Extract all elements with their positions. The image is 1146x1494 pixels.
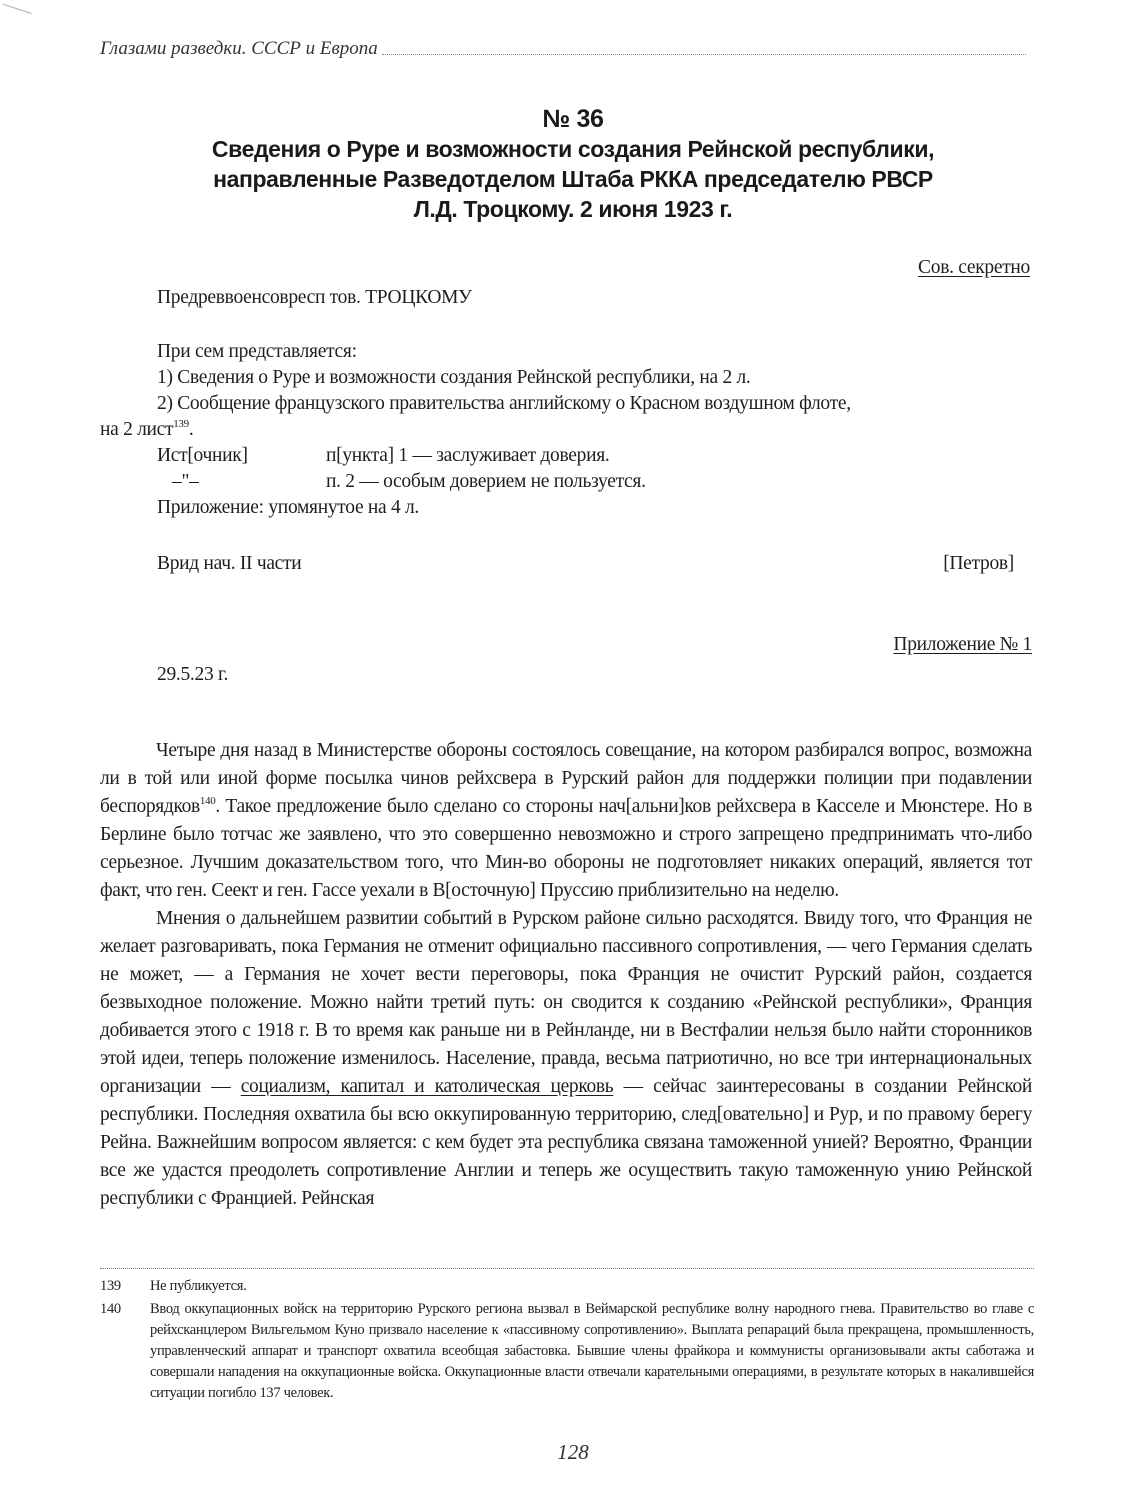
body-paragraph-1-text-cont: . Такое предложение было сделано со стороны нач[альни]ков рейхсвера в Касселе и Мюнстере. Но в Берлине было тотчас же заявлено, что это совершенно невозможно и строго запрещено предпринимать что-либо серьезное. Лучшим доказательством того, что Мин-во обороны не подготовляет никаких операций, является тот факт, что ген. Сеект и ген. Гассе уехали в В[осточную] Пруссию приблизительно на неделю. — [100, 796, 1032, 901]
enclosure-item-2-text: на 2 лист — [100, 419, 174, 440]
attachment-note: Приложение: упомянутое на 4 л. — [157, 497, 419, 518]
addressee: Предреввоенсовресп тов. ТРОЦКОМУ — [157, 287, 472, 308]
signatory-position: Врид нач. II части — [157, 553, 302, 574]
classification-stamp: Сов. секретно — [918, 257, 1030, 278]
page-number: 128 — [557, 1440, 589, 1464]
source-rating-2: п. 2 — особым доверием не пользуется. — [326, 471, 646, 492]
body-paragraph-1 — [100, 737, 1032, 905]
appendix-date: 29.5.23 г. — [157, 664, 229, 685]
source-rating-1: п[ункта] 1 — заслуживает доверия. — [326, 445, 610, 466]
body-paragraph-2-text-cont: — сейчас заинтересованы в создании Рейнской республики. Последняя охватила бы всю оккупированную территорию, след[овательно] и Рур, и по правому берегу Рейна. Важнейшим вопросом является: с кем будет эта республика связана таможенной унией? Вероятно, Франции все же удастся преодолеть сопротивление Англии и теперь же осуществить такую таможенную унию Рейнской республики с Францией. Рейнская — [100, 1076, 1032, 1209]
footnote-139 — [100, 1276, 1034, 1297]
document-number: № 36 — [542, 105, 604, 133]
footnotes — [100, 1276, 1034, 1406]
body-paragraph-1-text: Четыре дня назад в Министерстве обороны состоялось совещание, на котором разбирался вопрос, возможна ли в той или иной форме посылка чинов рейхсвера в Рурский район для поддержки полиции при подавлении беспорядков — [100, 740, 1032, 817]
appendix-label: Приложение № 1 — [893, 634, 1032, 655]
footnote-140 — [100, 1299, 1034, 1404]
document-title-block — [110, 104, 1036, 224]
body-paragraph-2-text: Мнения о дальнейшем развитии событий в Рурском районе сильно расходятся. Ввиду того, что Франция не желает разговаривать, пока Германия не отменит официально пассивного сопротивления, — чего Германия сделать не может, — а Германия не хочет вести переговоры, пока Франция не очистит Рурский район, создается безвыходное положение. Можно найти третий путь: он сводится к созданию «Рейнской республики», Франция добивается этого с 1918 г. В то время как раньше ни в Рейнланде, ни в Вестфалии нельзя было найти сторонников этой идеи, теперь положение изменилось. Население, правда, весьма патриотично, но все три интернациональных организации — — [100, 908, 1032, 1097]
document-title-line-1: Сведения о Руре и возможности создания Рейнской республики, — [211, 136, 935, 162]
body-text — [100, 737, 1032, 1213]
document-title-line-2: направленные Разведотделом Штаба РККА председателю РВСР — [213, 166, 933, 192]
enclosure-intro: При сем представляется: — [157, 341, 357, 362]
footnote-ref-139[interactable]: 139 — [173, 418, 189, 430]
footnote-number: 140 — [100, 1301, 121, 1317]
footnote-text: Не публикуется. — [150, 1278, 247, 1294]
enclosure-item-2-continued — [100, 417, 193, 442]
footnote-separator — [100, 1268, 1034, 1269]
running-head-rule — [382, 54, 1026, 55]
body-paragraph-2 — [100, 905, 1032, 1213]
source-label: Ист[очник] — [157, 445, 248, 466]
signatory-name: [Петров] — [943, 553, 1014, 574]
enclosure-item-2: 2) Сообщение французского правительства английскому о Красном воздушном флоте, — [157, 393, 851, 414]
footnote-text: Ввод оккупационных войск на территорию Рурского региона вызвал в Веймарской республике волну народного гнева. Правительство во главе с рейхсканцлером Вильгельмом Куно призвало население к «пассивному сопротивлению». Выплата репараций была прекращена, промышленность, управленческий аппарат и транспорт охватила всеобщая забастовка. Бывшие члены фрайкора и коммунисты организовывали акты саботажа и совершали нападения на оккупационные войска. Оккупационные власти отвечали карательными операциями, в результате которых в накалившейся ситуации погибло 137 человек. — [150, 1301, 1034, 1401]
footnote-ref-140[interactable]: 140 — [199, 795, 216, 807]
footnote-number: 139 — [100, 1278, 121, 1294]
document-title-line-3: Л.Д. Троцкому. 2 июня 1923 г. — [413, 196, 733, 222]
enclosure-item-1: 1) Сведения о Руре и возможности создания Рейнской республики, на 2 л. — [157, 367, 751, 388]
running-head-title: Глазами разведки. СССР и Европа — [100, 38, 378, 59]
ditto-mark: –"– — [172, 471, 199, 492]
enclosure-item-2-end: . — [188, 419, 194, 440]
underlined-phrase: социализм, капитал и католическая церковь — [240, 1076, 614, 1097]
scan-corner-mark — [0, 4, 32, 28]
running-head — [100, 38, 1026, 60]
